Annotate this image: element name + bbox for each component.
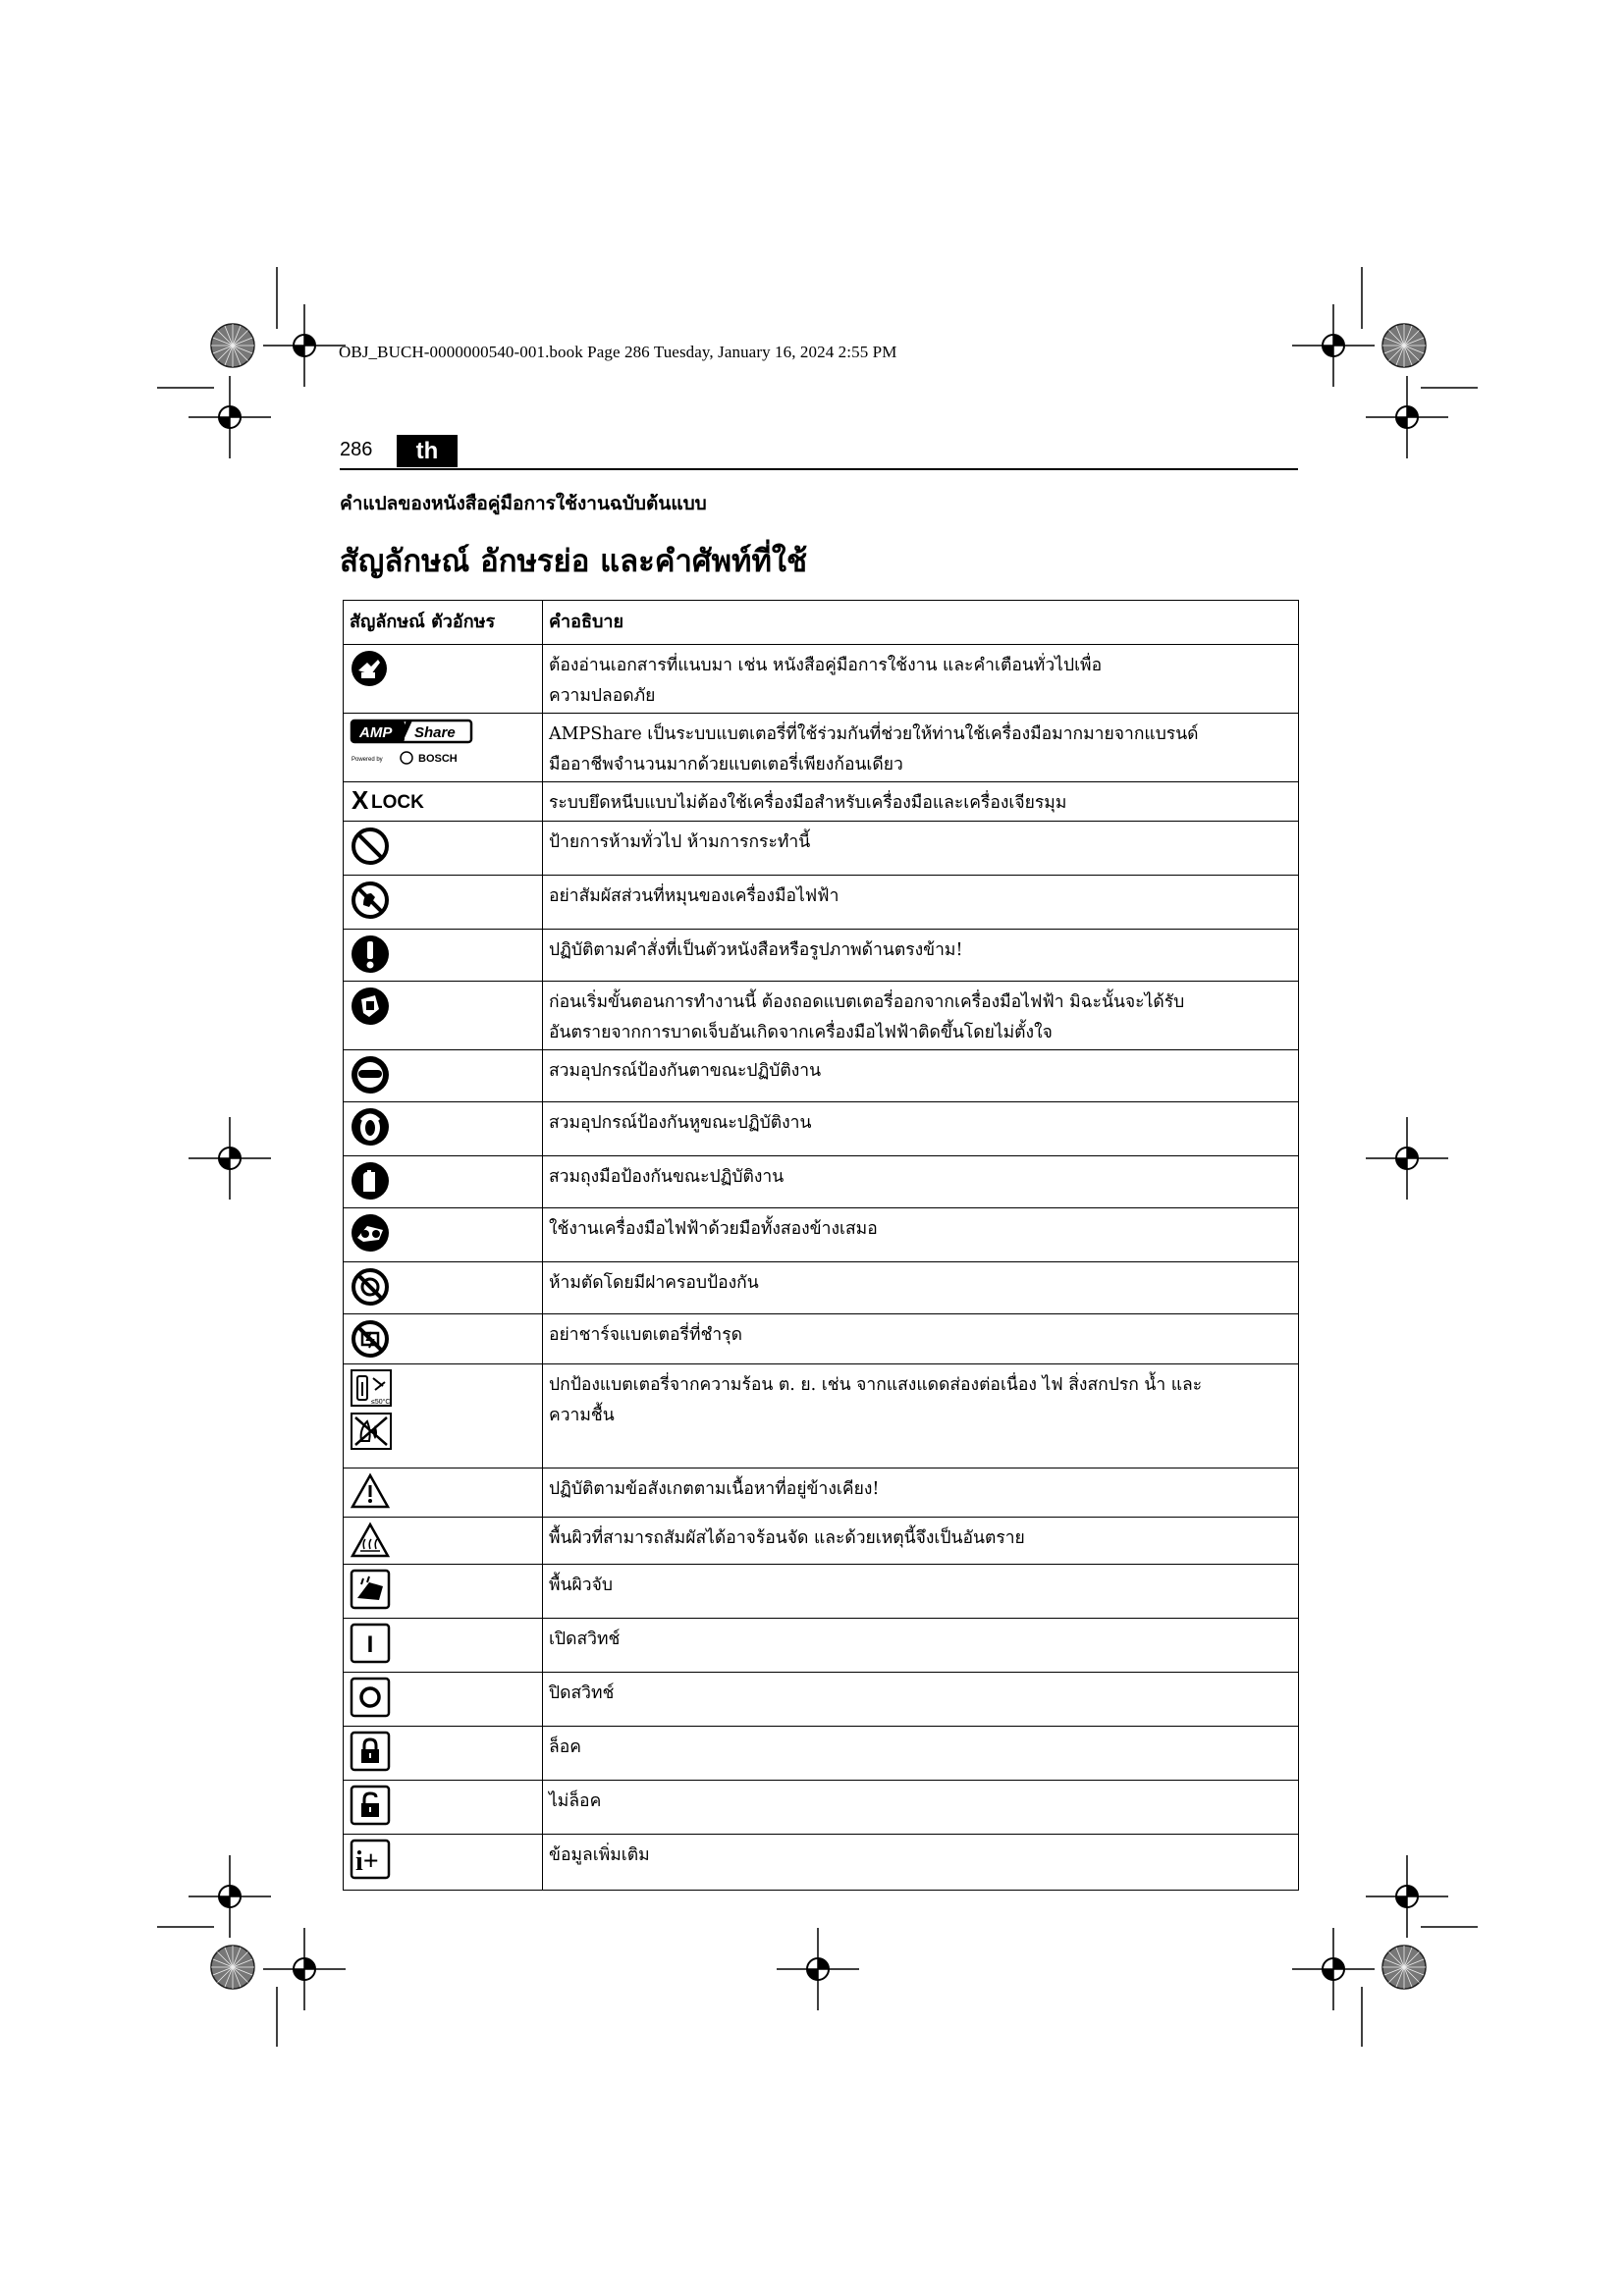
page-number: 286 <box>340 439 373 460</box>
battery-protect-heat-water-icon <box>350 1368 536 1451</box>
table-row <box>344 1727 1299 1781</box>
symbol-cell <box>344 1781 543 1835</box>
language-badge: th <box>397 435 458 467</box>
symbol-cell <box>344 876 543 930</box>
xlock-logo-icon <box>350 786 536 814</box>
two-hands-icon <box>350 1212 536 1254</box>
symbol-cell <box>344 1156 543 1208</box>
hot-surface-warning-icon <box>350 1522 536 1559</box>
table-row <box>344 1468 1299 1518</box>
symbol-cell <box>344 1565 543 1619</box>
description-cell: พื้นผิวจับ <box>543 1565 1299 1619</box>
symbol-cell <box>344 782 543 822</box>
info-icon <box>350 1839 536 1880</box>
table-row <box>344 1314 1299 1364</box>
description-cell: อย่าชาร์จแบตเตอรี่ที่ชำรุด <box>543 1314 1299 1364</box>
description-cell: สวมอุปกรณ์ป้องกันหูขณะปฏิบัติงาน <box>543 1102 1299 1156</box>
read-manual-icon <box>350 649 536 688</box>
symbol-cell <box>344 1518 543 1565</box>
table-row <box>344 1050 1299 1102</box>
document-subtitle: คำแปลของหนังสือคู่มือการใช้งานฉบับต้นแบบ <box>340 493 707 514</box>
no-touch-rotating-parts-icon <box>350 880 536 921</box>
description-cell: ไม่ล็อค <box>543 1781 1299 1835</box>
svg-text:LOCK: LOCK <box>371 792 424 813</box>
symbol-cell <box>344 1727 543 1781</box>
svg-text:i+: i+ <box>355 1846 379 1877</box>
no-cut-without-guard-icon <box>350 1266 536 1308</box>
warning-triangle-icon <box>350 1472 536 1510</box>
no-charge-damaged-battery-icon <box>350 1318 536 1360</box>
symbol-cell <box>344 1314 543 1364</box>
table-row <box>344 1835 1299 1891</box>
symbol-cell <box>344 1835 543 1891</box>
unlock-icon <box>350 1785 536 1826</box>
description-cell: ใช้งานเครื่องมือไฟฟ้าด้วยมือทั้งสองข้างเสมอ <box>543 1208 1299 1262</box>
switch-on-icon <box>350 1623 536 1664</box>
symbol-cell <box>344 714 543 782</box>
description-cell: ปิดสวิทช์ <box>543 1673 1299 1727</box>
table-row <box>344 645 1299 714</box>
description-cell: ห้ามตัดโดยมีฝาครอบป้องกัน <box>543 1262 1299 1314</box>
column-header-symbol: สัญลักษณ์ ตัวอักษร <box>344 601 543 645</box>
symbol-cell <box>344 1364 543 1468</box>
symbol-cell <box>344 645 543 714</box>
table-row <box>344 982 1299 1050</box>
svg-text:I: I <box>366 1631 374 1658</box>
table-header-row <box>344 601 1299 645</box>
description-cell: ระบบยึดหนีบแบบไม่ต้องใช้เครื่องมือสำหรับเครื่องมือและเครื่องเจียรมุม <box>543 782 1299 822</box>
table-row <box>344 930 1299 982</box>
symbol-cell <box>344 1208 543 1262</box>
symbol-cell <box>344 1262 543 1314</box>
symbol-cell <box>344 822 543 876</box>
symbol-cell <box>344 1619 543 1673</box>
description-cell: สวมถุงมือป้องกันขณะปฏิบัติงาน <box>543 1156 1299 1208</box>
table-row <box>344 1673 1299 1727</box>
symbol-cell <box>344 1050 543 1102</box>
symbol-cell <box>344 1102 543 1156</box>
table-row <box>344 1156 1299 1208</box>
lock-icon <box>350 1731 536 1772</box>
table-row <box>344 876 1299 930</box>
description-cell: ปฏิบัติตามคำสั่งที่เป็นตัวหนังสือหรือรูปภาพด้านตรงข้าม! <box>543 930 1299 982</box>
page-title: สัญลักษณ์ อักษรย่อ และคำศัพท์ที่ใช้ <box>340 544 808 579</box>
svg-text:BOSCH: BOSCH <box>418 753 458 765</box>
description-cell: ต้องอ่านเอกสารที่แนบมา เช่น หนังสือคู่มือการใช้งาน และคำเตือนทั่วไปเพื่อ ความปลอดภัย <box>543 645 1299 714</box>
table-row <box>344 1262 1299 1314</box>
description-cell: เปิดสวิทช์ <box>543 1619 1299 1673</box>
description-cell: ข้อมูลเพิ่มเติม <box>543 1835 1299 1891</box>
switch-off-icon <box>350 1677 536 1718</box>
ear-protection-icon <box>350 1106 536 1148</box>
table-row <box>344 1781 1299 1835</box>
description-cell: อย่าสัมผัสส่วนที่หมุนของเครื่องมือไฟฟ้า <box>543 876 1299 930</box>
description-cell: ล็อค <box>543 1727 1299 1781</box>
description-cell: ป้ายการห้ามทั่วไป ห้ามการกระทำนี้ <box>543 822 1299 876</box>
symbols-table <box>343 600 1299 1891</box>
description-cell: ปฏิบัติตามข้อสังเกตตามเนื้อหาที่อยู่ข้างเคียง! <box>543 1468 1299 1518</box>
column-header-description: คำอธิบาย <box>543 601 1299 645</box>
table-row <box>344 1565 1299 1619</box>
protective-gloves-icon <box>350 1160 536 1201</box>
table-row <box>344 822 1299 876</box>
symbol-cell <box>344 930 543 982</box>
table-row <box>344 1208 1299 1262</box>
description-cell: พื้นผิวที่สามารถสัมผัสได้อาจร้อนจัด และด้วยเหตุนี้จึงเป็นอันตราย <box>543 1518 1299 1565</box>
svg-text:Share: Share <box>414 724 456 741</box>
remove-battery-icon <box>350 986 536 1027</box>
table-row <box>344 782 1299 822</box>
print-slug: OBJ_BUCH-0000000540-001.book Page 286 Tuesday, January 16, 2024 2:55 PM <box>339 343 897 361</box>
description-cell: ปกป้องแบตเตอรี่จากความร้อน ต. ย. เช่น จากแสงแดดส่องต่อเนื่อง ไฟ สิ่งสกปรก น้ำ และ ความชื้น <box>543 1364 1299 1468</box>
table-row <box>344 1102 1299 1156</box>
description-cell: สวมอุปกรณ์ป้องกันตาขณะปฏิบัติงาน <box>543 1050 1299 1102</box>
table-row <box>344 1364 1299 1468</box>
table-row <box>344 1619 1299 1673</box>
description-cell: ก่อนเริ่มขั้นตอนการทำงานนี้ ต้องถอดแบตเตอรี่ออกจากเครื่องมือไฟฟ้า มิฉะนั้นจะได้รับ อันตรายจากการบาดเจ็บอันเกิดจากเครื่องมือไฟฟ้าติดขึ้นโดยไม่ตั้งใจ <box>543 982 1299 1050</box>
mandatory-exclamation-icon <box>350 934 536 975</box>
symbol-cell <box>344 1468 543 1518</box>
table-row <box>344 714 1299 782</box>
header-rule <box>340 468 1298 470</box>
symbol-cell <box>344 1673 543 1727</box>
svg-text:X: X <box>352 786 369 814</box>
description-cell: AMPShare เป็นระบบแบตเตอรี่ที่ใช้ร่วมกันที่ช่วยให้ท่านใช้เครื่องมือมากมายจากแบรนด์ มืออาชีพจำนวนมากด้วยแบตเตอรี่เพียงก้อนเดียว <box>543 714 1299 782</box>
ampshare-logo-icon <box>350 718 536 767</box>
grip-surface-icon <box>350 1569 536 1610</box>
eye-protection-icon <box>350 1054 536 1095</box>
svg-text:AMP: AMP <box>359 724 393 741</box>
table-row <box>344 1518 1299 1565</box>
svg-text:Powered by: Powered by <box>352 757 383 763</box>
svg-text:≤50°C: ≤50°C <box>371 1399 391 1406</box>
prohibition-icon <box>350 826 536 867</box>
symbol-cell <box>344 982 543 1050</box>
